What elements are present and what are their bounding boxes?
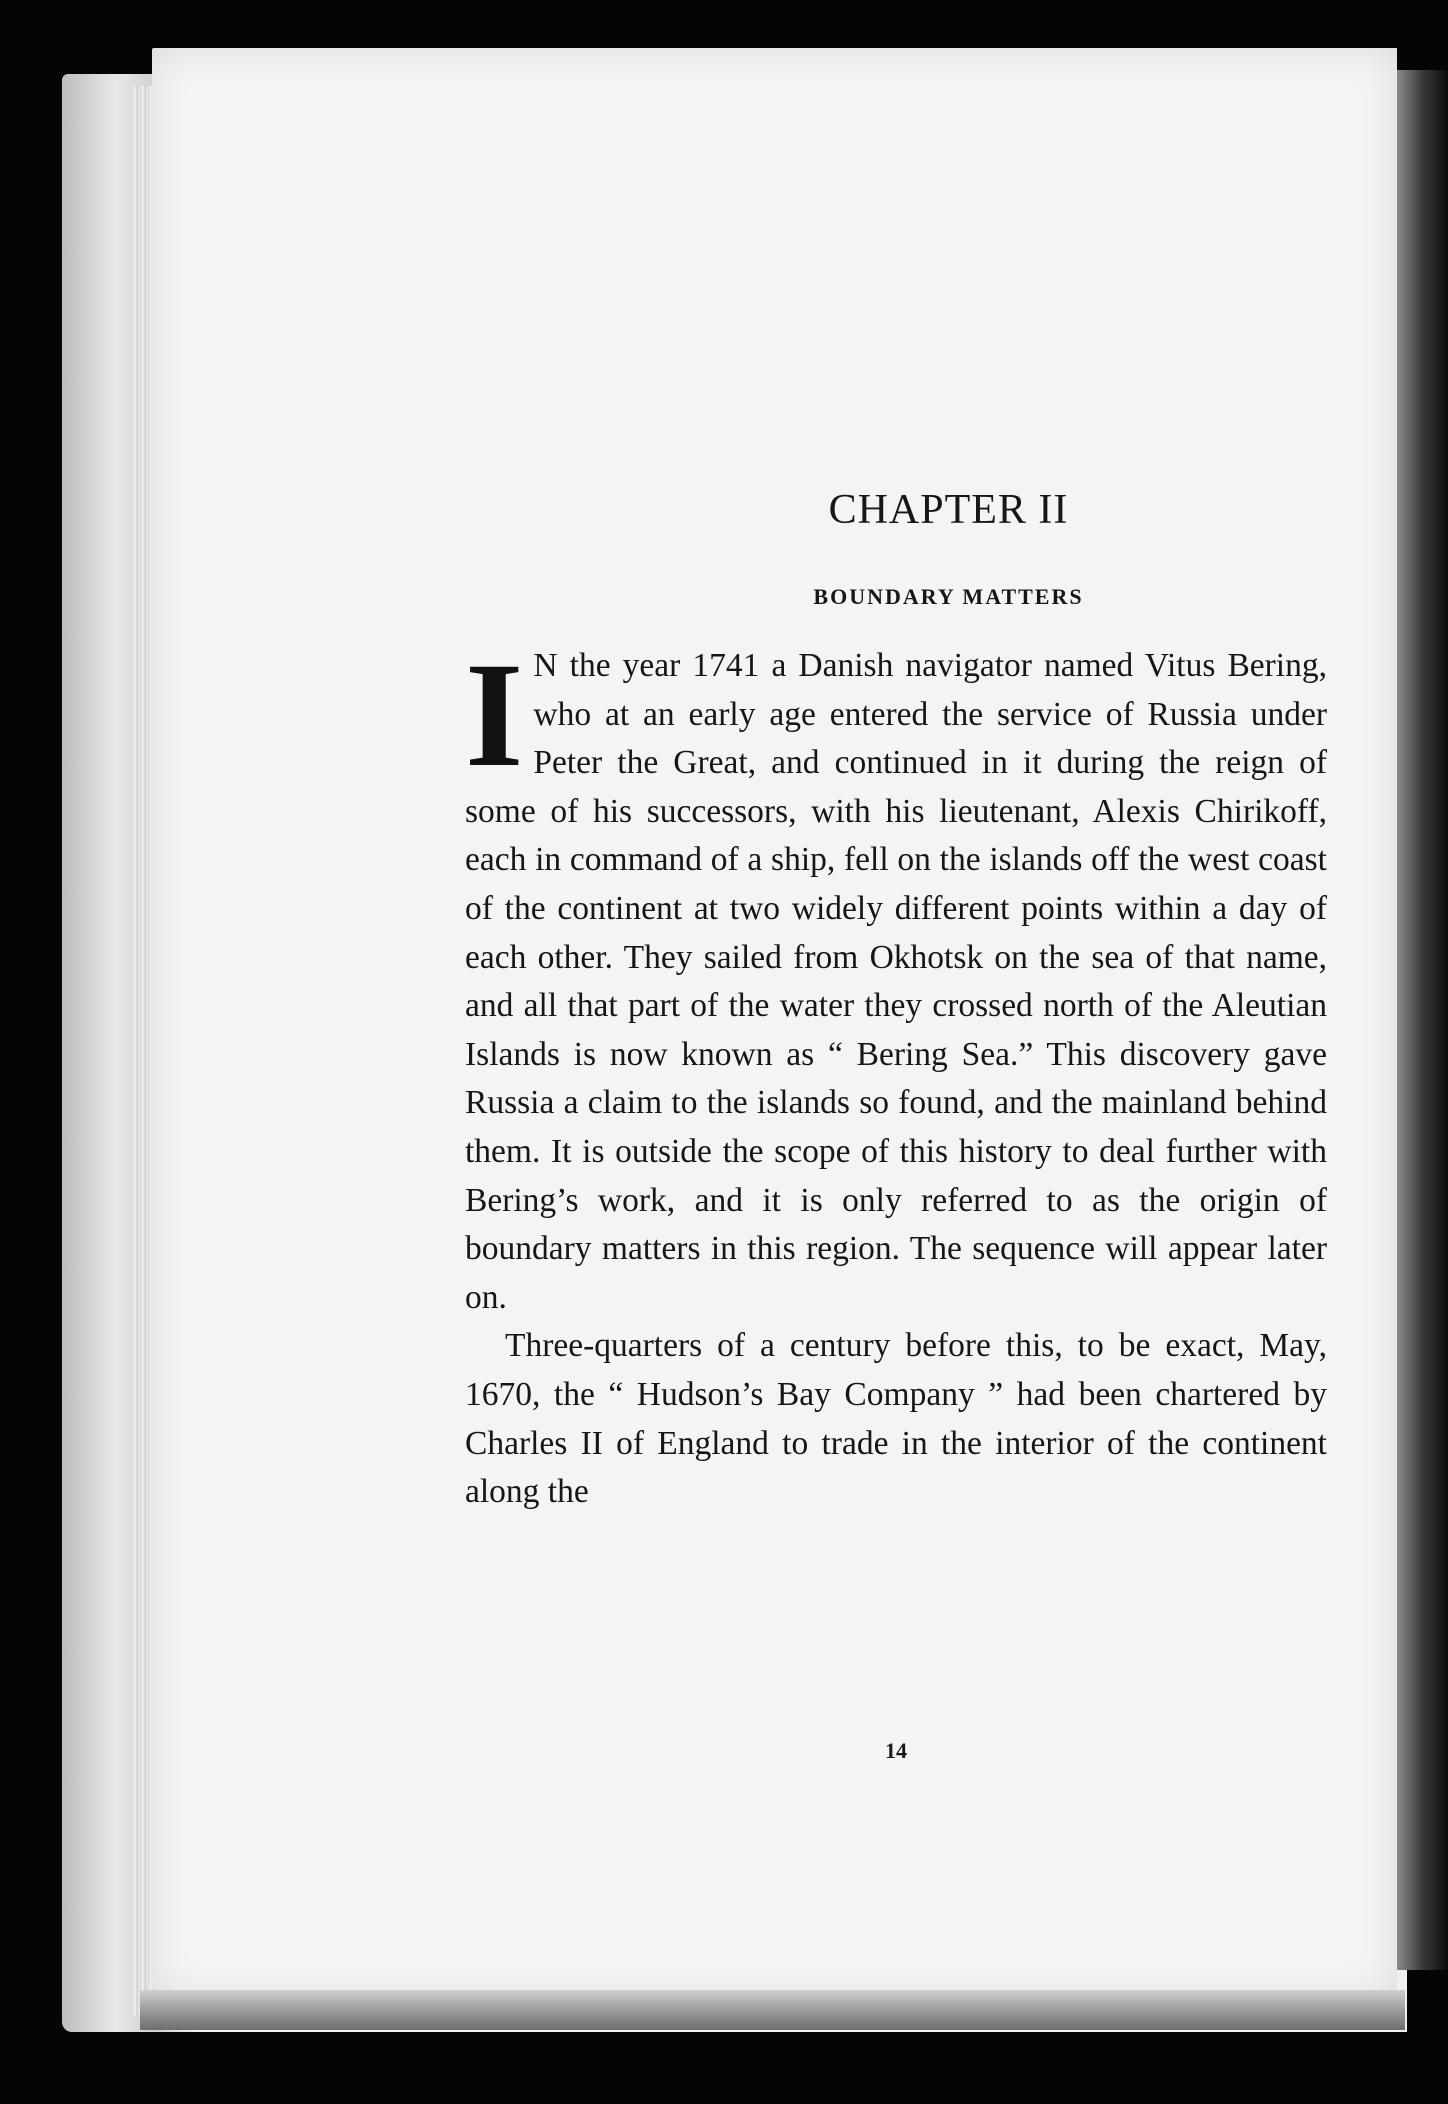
paragraph-2: Three-quarters of a century before this, to be exact, May, 1670, the “ Hudson’s Bay Company ” had been chartered by Charles II of England to trade in the interior of the continent along the <box>465 1327 1327 1511</box>
page-text <box>465 480 1327 1517</box>
body-text <box>465 632 1327 1517</box>
drop-cap: I <box>465 632 524 798</box>
bottom-binding <box>140 1990 1405 2030</box>
binding-shadow <box>1397 70 1448 1970</box>
page-number: 14 <box>885 1738 907 1763</box>
paragraph-1-text: N the year 1741 a Danish navigator named Vitus Bering, who at an early age entered the service of Russia under Peter the Great, and continued in it during the reign of some of his successors, with his lieutenant, Alexis Chirikoff, each in command of a ship, fell on the islands off the west coast of the continent at two widely different points within a day of each other. They sailed from Okhotsk on the sea of that name, and all that part of the water they crossed north of the Aleutian Islands is now known as “ Bering Sea.” This discovery gave Russia a claim to the islands so found, and the mainland behind them. It is outside the scope of this history to deal further with Bering’s work, and it is only referred to as the origin of boundary matters in this region. The sequence will appear later on. <box>465 647 1327 1316</box>
section-title: BOUNDARY MATTERS <box>813 584 1084 609</box>
chapter-title: CHAPTER II <box>828 487 1069 533</box>
paragraph-1 <box>465 632 1327 1322</box>
